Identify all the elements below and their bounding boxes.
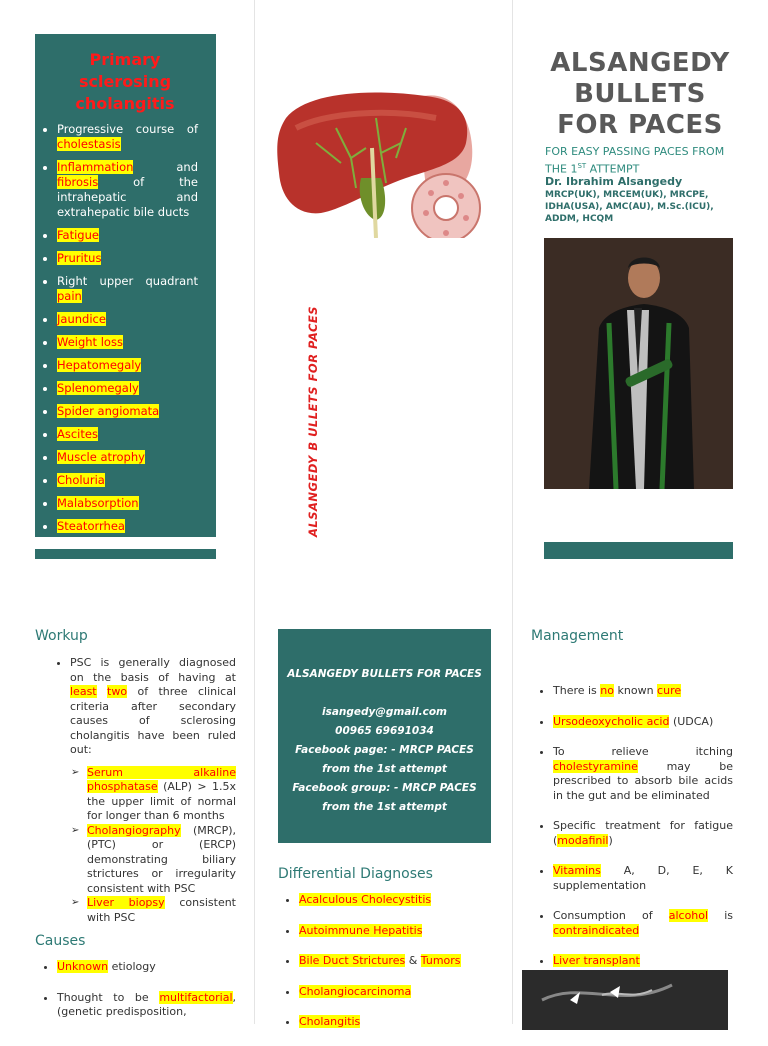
- list-item: • Consumption of alcohol is contraindicated: [553, 909, 733, 938]
- list-item: • Spider angiomata: [57, 404, 198, 419]
- contact-box: [278, 629, 491, 843]
- list-item: • Right upper quadrant pain: [57, 274, 198, 304]
- causes-heading: Causes: [35, 933, 86, 949]
- list-item: • Jaundice: [57, 312, 198, 327]
- author-name: Dr. Ibrahim Alsangedy: [545, 175, 683, 188]
- management-section: [535, 684, 733, 985]
- list-item: • Malabsorption: [57, 496, 198, 511]
- criteria-item: ➢ Liver biopsy consistent with PSC: [87, 896, 236, 925]
- contact-phone: 00965 69691034: [335, 725, 434, 737]
- list-item: • Muscle atrophy: [57, 450, 198, 465]
- ddx-section: [281, 893, 491, 1046]
- vertical-banner-text: [283, 305, 343, 540]
- workup-heading: Workup: [35, 628, 88, 644]
- cover-subtitle: FOR EASY PASSING PACES FROM THE 1ST ATTEMPT: [545, 145, 725, 176]
- cover-title: ALSANGEDY BULLETS FOR PACES: [550, 48, 730, 140]
- list-item: • Cholangitis: [299, 1015, 491, 1030]
- contact-facebook-group-sub: from the 1st attempt: [322, 801, 447, 813]
- decorative-bar: [544, 542, 733, 559]
- contact-email: isangedy@gmail.com: [321, 706, 447, 718]
- list-item: • Cholangiocarcinoma: [299, 985, 491, 1000]
- list-item: • Acalculous Cholecystitis: [299, 893, 491, 908]
- management-heading: Management: [531, 628, 624, 644]
- list-item: • Choluria: [57, 473, 198, 488]
- list-item: • Bile Duct Strictures & Tumors: [299, 954, 491, 969]
- list-item: • Ascites: [57, 427, 198, 442]
- liver-illustration: [276, 88, 488, 238]
- list-item: • Pruritus: [57, 251, 198, 266]
- contact-facebook-page: Facebook page: - MRCP PACES: [295, 744, 474, 756]
- list-item: • Autoimmune Hepatitis: [299, 924, 491, 939]
- list-item: • Ursodeoxycholic acid (UDCA): [553, 715, 733, 730]
- vertical-title: ALSANGEDY B ULLETS FOR PACES: [306, 305, 320, 537]
- list-item: • There is no known cure: [553, 684, 733, 699]
- criteria-item: ➢ Serum alkaline phosphatase (ALP) > 1.5x the upper limit of normal for longer than 6 months: [87, 766, 236, 824]
- contact-facebook-group: Facebook group: - MRCP PACES: [292, 782, 477, 794]
- list-item: • To relieve itching cholestyramine may be prescribed to absorb bile acids in the gut and be eliminated: [553, 745, 733, 803]
- list-item: • Specific treatment for fatigue (modafinil): [553, 819, 733, 848]
- cholangiogram-image: [522, 970, 728, 1030]
- contact-heading: ALSANGEDY BULLETS FOR PACES: [287, 668, 482, 680]
- criteria-item: ➢ Cholangiography (MRCP), (PTC) or (ERCP) demonstrating biliary strictures or irregularity consistent with PSC: [87, 824, 236, 897]
- decorative-bar: [35, 549, 216, 559]
- list-item: • Thought to be multifactorial, (genetic predisposition,: [57, 991, 236, 1020]
- symptoms-list: [35, 122, 216, 542]
- column-divider-1: [254, 0, 255, 1024]
- list-item: • Steatorrhea: [57, 519, 198, 534]
- list-item: • Liver transplant: [553, 954, 733, 969]
- list-item: • Unknown etiology: [57, 960, 236, 975]
- symptoms-box: [35, 34, 216, 537]
- list-item: • Fatigue: [57, 228, 198, 243]
- list-item: • Weight loss: [57, 335, 198, 350]
- column-divider-2: [512, 0, 513, 1024]
- list-item: • Progressive course of cholestasis: [57, 122, 198, 152]
- list-item: • Splenomegaly: [57, 381, 198, 396]
- author-photo: [544, 238, 733, 489]
- symptoms-title: Primary sclerosing cholangitis: [75, 50, 175, 113]
- list-item: • Vitamins A, D, E, K supplementation: [553, 864, 733, 893]
- contact-facebook-page-sub: from the 1st attempt: [322, 763, 447, 775]
- ddx-heading: Differential Diagnoses: [278, 866, 433, 882]
- causes-section: [39, 960, 236, 1036]
- list-item: • Inflammation and fibrosis of the intrahepatic and extrahepatic bile ducts: [57, 160, 198, 220]
- list-item: • Hepatomegaly: [57, 358, 198, 373]
- workup-section: [52, 656, 236, 925]
- author-qualifications: MRCP(UK), MRCEM(UK), MRCPE, IDHA(USA), AMC(AU), M.Sc.(ICU), ADDM, HCQM: [545, 190, 714, 224]
- list-item: • PSC is generally diagnosed on the basis of having at least two of three clinical criteria after secondary causes of sclerosing cholangitis have been ruled out:: [70, 656, 236, 758]
